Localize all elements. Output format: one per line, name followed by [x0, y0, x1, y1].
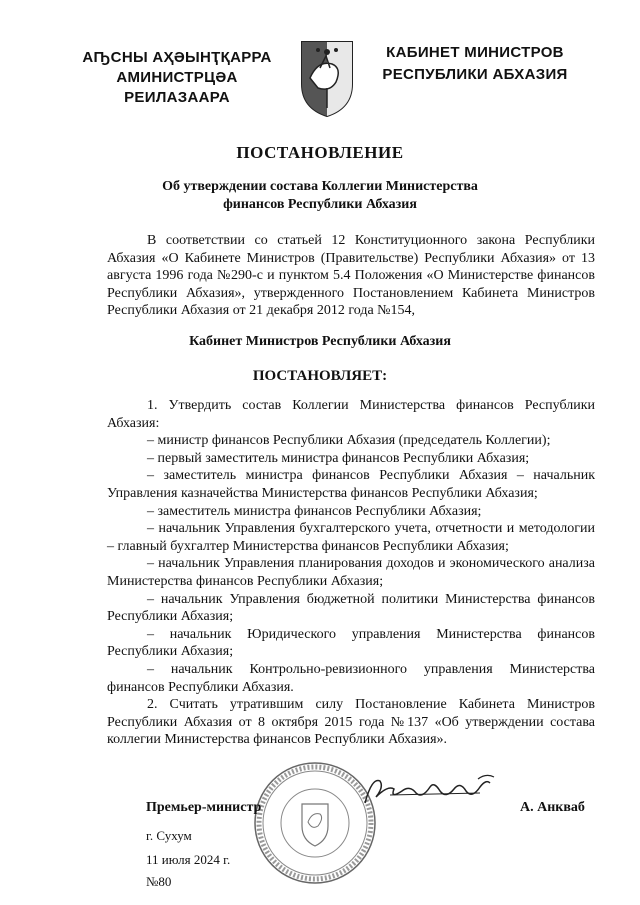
document-number: №80 — [146, 874, 172, 889]
header-left — [62, 48, 292, 108]
member-6: – начальник Управления планирования доходов и экономического анализа Министерства финансов Республики Абхазия; — [107, 556, 595, 589]
header-right-line2: РЕСПУБЛИКИ АБХАЗИЯ — [382, 66, 568, 83]
member-9: – начальник Контрольно-ревизионного управления Министерства финансов Республики Абхазия. — [107, 661, 595, 695]
header-right-line1: КАБИНЕТ МИНИСТРОВ — [386, 44, 564, 61]
signatory-position: Премьер-министр — [146, 800, 262, 815]
subtitle-line2: финансов Республики Абхазия — [223, 197, 417, 212]
issuer: Кабинет Министров Республики Абхазия — [189, 334, 451, 349]
member-7: – начальник Управления бюджетной политики Министерства финансов Республики Абхазия; — [107, 591, 595, 625]
header-left-line2: АМИНИСТРЦӘА РЕИЛАЗААРА — [116, 69, 238, 106]
document-title: ПОСТАНОВЛЕНИЕ — [236, 143, 404, 162]
document-subtitle — [120, 178, 520, 214]
member-8: – начальник Юридического управления Министерства финансов Республики Абхазия; — [107, 626, 595, 660]
member-5: – начальник Управления бухгалтерского учета, отчетности и методологии – главный бухгалтер Министерства финансов Республики Абхазия; — [107, 521, 595, 554]
member-1: – министр финансов Республики Абхазия (председатель Коллегии); — [147, 433, 551, 449]
preamble: В соответствии со статьей 12 Конституционного закона Республики Абхазия «О Кабинете Министров (Правительстве) Республики Абхазия» от 13 августа 1996 года №290-с и пунктом 5.4 Положения «О Министерстве финансов Республики Абхазия», утвержденного Постановлением Кабинета Министров Республики Абхазия от 21 декабря 2012 года №154, — [107, 233, 595, 319]
member-4: – заместитель министра финансов Республики Абхазия; — [147, 503, 482, 519]
handwritten-signature-icon — [360, 773, 500, 813]
member-3: – заместитель министра финансов Республики Абхазия – начальник Управления казначейства Министерства финансов Республики Абхазия; — [107, 468, 595, 501]
decree-word: ПОСТАНОВЛЯЕТ: — [252, 368, 388, 384]
coat-of-arms-icon — [296, 38, 358, 118]
item2: 2. Считать утратившим силу Постановление Кабинета Министров Республики Абхазия от 8 октября 2015 года №137 «Об утверждении состава коллегии Министерства финансов Республики Абхазия». — [107, 697, 595, 748]
signatory-name: А. Анкваб — [520, 800, 585, 815]
decree-body — [107, 397, 595, 749]
member-2: – первый заместитель министра финансов Республики Абхазия; — [147, 450, 530, 466]
item1-intro: 1. Утвердить состав Коллегии Министерства финансов Республики Абхазия: — [107, 398, 595, 431]
subtitle-line1: Об утверждении состава Коллегии Министерства — [162, 179, 478, 194]
date: 11 июля 2024 г. — [146, 852, 231, 867]
header-right — [370, 42, 580, 86]
city: г. Сухум — [146, 828, 192, 843]
header-left-line1: АҦСНЫ АҲӘЫНҬҚАРРА — [82, 49, 272, 66]
